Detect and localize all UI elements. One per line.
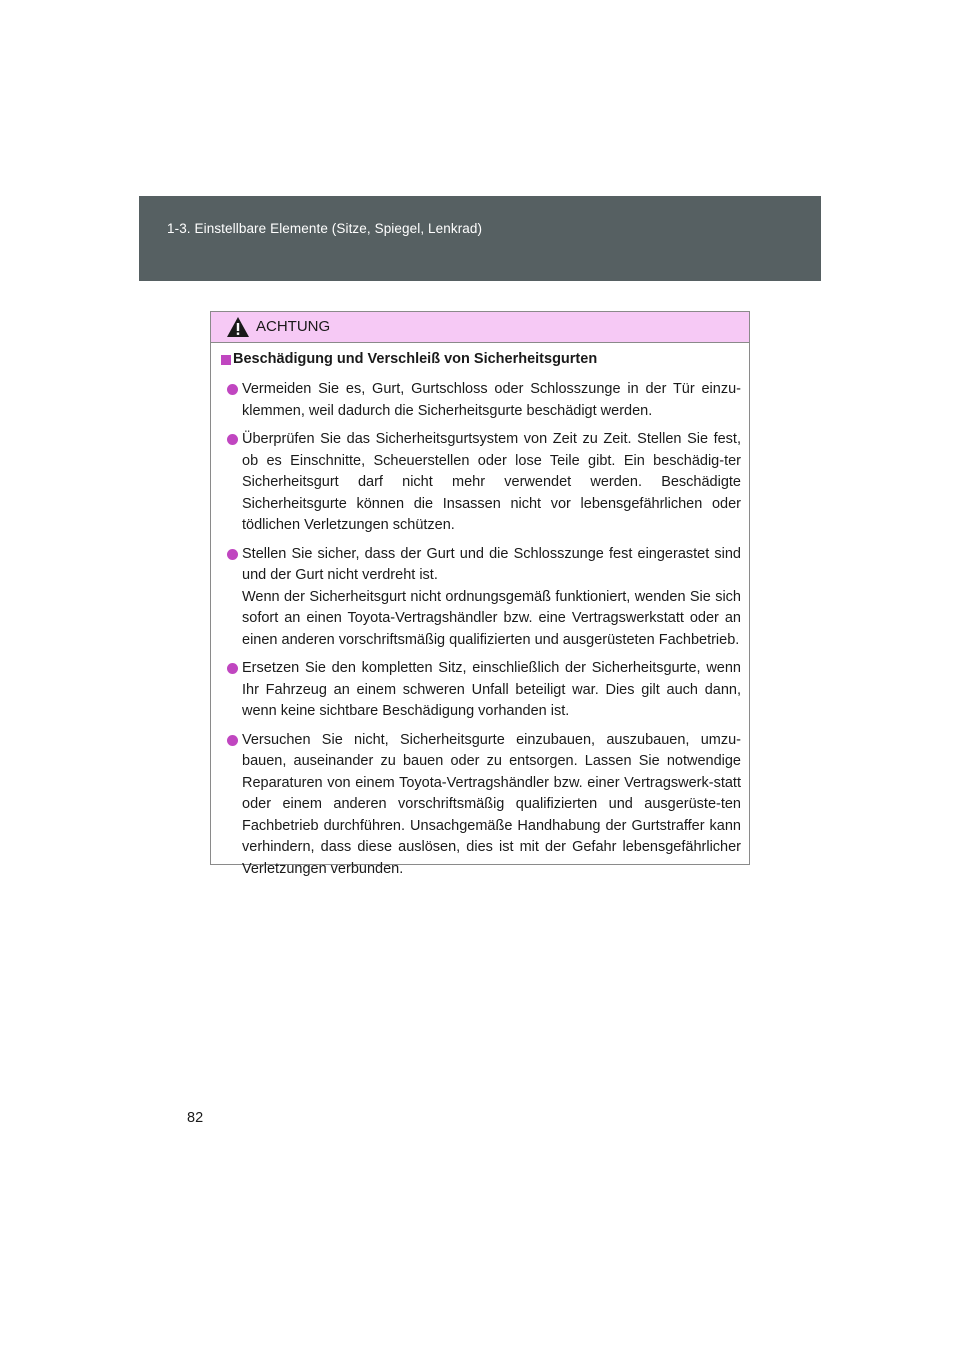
warning-heading-text: Beschädigung und Verschleiß von Sicherheitsgurten [233,351,598,367]
list-item-text: Ersetzen Sie den kompletten Sitz, einschließlich der Sicherheitsgurte, wenn Ihr Fahrzeug an einem schweren Unfall beteiligt war. Dies gilt auch dann, wenn keine sichtbare Beschädigung vorhanden ist. [242,660,741,719]
bullet-dot-icon [227,549,238,560]
list-item-text: Stellen Sie sicher, dass der Gurt und die Schlosszunge fest eingerastet sind und der Gurt nicht verdreht ist. Wenn der Sicherheitsgurt nicht ordnungsgemäß funktioniert, wenden Sie sich sofort an einen Toyota-Vertragshändler bzw. eine Vertragswerkstatt oder an einen anderen vorschriftsmäßig qualifizierten und ausgerüsteten Fachbetrieb. [242,545,741,648]
list-item-text: Versuchen Sie nicht, Sicherheitsgurte einzubauen, auszubauen, umzu-bauen, auseinander zu bauen oder zu entsorgen. Lassen Sie notwendige Reparaturen von einem Toyota-Vertragshändler bzw. einer Vertragswerk-statt oder einem anderen vorschriftsmäßig qualifizierten und ausgerüste-ten Fachbetrieb durchführen. Unsachgemäße Handhabung der Gurtstraffer kann verhindern, dass diese auslösen, dies ist mit der Gefahr lebensgefährlicher Verletzungen verbunden. [242,731,741,877]
list-item-text: Überprüfen Sie das Sicherheitsgurtsystem von Zeit zu Zeit. Stellen Sie fest, ob es Einschnitte, Scheuerstellen oder lose Teile gibt. Ein beschädig-ter Sicherheitsgurt darf nicht mehr verwendet werden. Beschädigte Sicherheitsgurte können die Insassen nicht vor lebensgefährlichen oder tödlichen Verletzungen schützen. [242,431,741,533]
warning-box [210,311,750,877]
square-bullet-icon [221,355,231,365]
bullet-dot-icon [227,384,238,395]
header-band [139,196,821,281]
bullet-dot-icon [227,434,238,445]
warning-list [211,379,749,887]
list-item [211,544,749,652]
warning-title: ACHTUNG [256,318,331,335]
list-item [211,429,749,537]
page-number: 82 [187,1110,204,1126]
bullet-dot-icon [227,663,238,674]
warning-triangle-icon [226,316,250,338]
list-item [211,730,749,881]
bullet-dot-icon [227,735,238,746]
warning-header [211,312,749,343]
list-item [211,658,749,723]
list-item [211,379,749,422]
list-item-text: Vermeiden Sie es, Gurt, Gurtschloss oder Schlosszunge in der Tür einzu-klemmen, weil dadurch die Sicherheitsgurte beschädigt werden. [242,381,741,419]
section-title: 1-3. Einstellbare Elemente (Sitze, Spiegel, Lenkrad) [167,221,483,236]
